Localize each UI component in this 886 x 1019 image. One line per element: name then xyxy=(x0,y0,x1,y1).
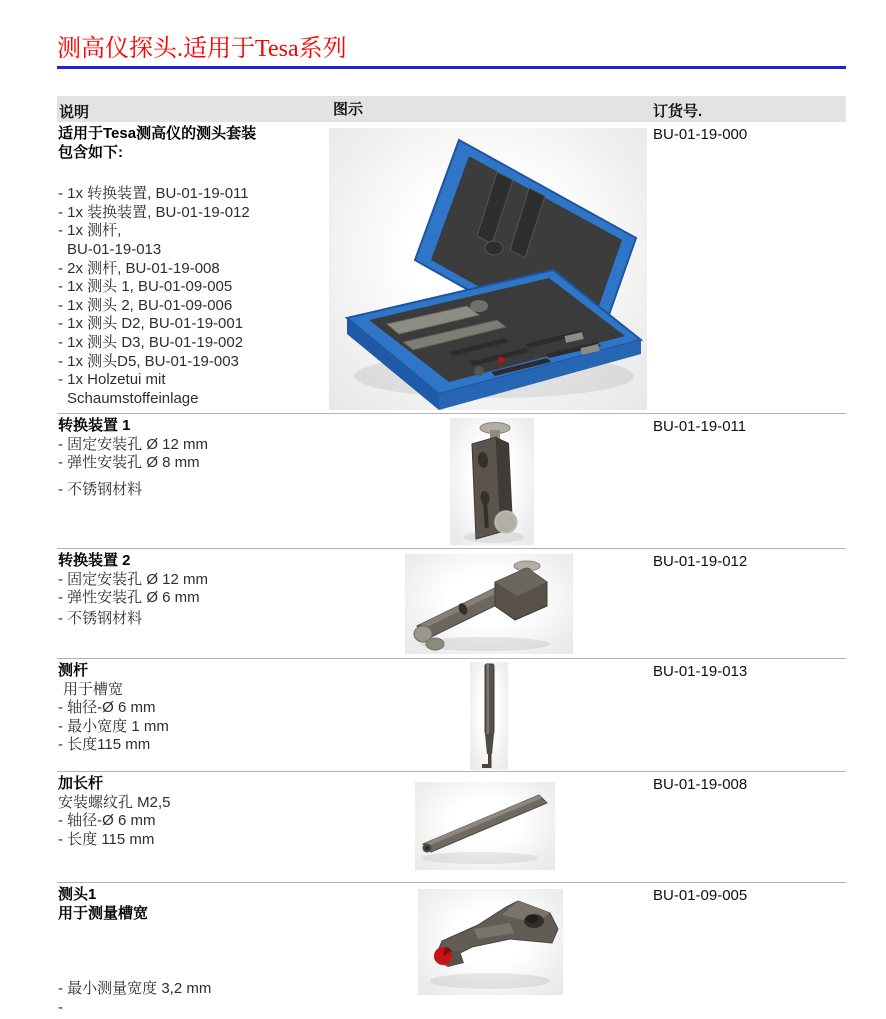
spec-line: - 1x 测头D5, BU-01-19-003 xyxy=(58,352,239,370)
order-number: BU-01-09-005 xyxy=(653,887,748,904)
order-number: BU-01-19-012 xyxy=(653,553,748,570)
table-row xyxy=(57,771,846,883)
product-name: 测杆 xyxy=(58,662,89,679)
spec-line: - 最小测量宽度 3,2 mm xyxy=(58,980,212,998)
spec-line: BU-01-19-013 xyxy=(67,240,162,258)
col-header-illustration: 图示 xyxy=(333,101,364,118)
table-row xyxy=(57,548,846,659)
col-header-order-no: 订货号. xyxy=(653,103,703,120)
product-name: 适用于Tesa测高仪的测头套装 xyxy=(58,125,257,142)
col-header-description: 说明 xyxy=(59,104,90,121)
spec-line: - 不锈钢材料 xyxy=(58,480,143,498)
order-number: BU-01-19-013 xyxy=(653,663,748,680)
spec-line: - 轴径-Ø 6 mm xyxy=(58,699,156,717)
spec-line: 用于槽宽 xyxy=(63,680,124,698)
spec-line: - 1x 装换装置, BU-01-19-012 xyxy=(58,203,250,221)
table-header xyxy=(57,96,846,122)
extension-rod-image xyxy=(415,782,555,870)
product-subtitle: 包含如下: xyxy=(58,143,123,161)
product-description xyxy=(58,552,333,628)
product-description xyxy=(58,125,333,408)
product-name: 测头1 xyxy=(58,886,97,903)
spec-line: - xyxy=(58,998,63,1016)
spec-line: - 1x 测杆, xyxy=(58,222,122,240)
product-name: 转换装置 2 xyxy=(58,552,131,569)
product-description xyxy=(58,886,333,1017)
spec-line: - 1x Holzetui mit xyxy=(58,371,166,389)
spec-line: - 不锈钢材料 xyxy=(58,609,143,627)
spec-line: - 长度115 mm xyxy=(58,736,151,754)
spec-line: - 弹性安装孔 Ø 8 mm xyxy=(58,454,200,472)
product-description xyxy=(58,417,333,499)
spec-line: - 固定安装孔 Ø 12 mm xyxy=(58,570,209,588)
order-number: BU-01-19-011 xyxy=(653,418,747,435)
title-rule xyxy=(57,66,846,69)
spec-line: - 最小宽度 1 mm xyxy=(58,717,169,735)
spec-line: - 1x 测头 D2, BU-01-19-001 xyxy=(58,315,244,333)
measuring-rod-image xyxy=(470,662,508,770)
spec-line: - 1x 转换装置, BU-01-19-011 xyxy=(58,185,249,203)
probe-1-image xyxy=(418,889,563,995)
product-name: 转换装置 1 xyxy=(58,417,131,434)
product-description xyxy=(58,662,333,755)
spec-line: - 固定安装孔 Ø 12 mm xyxy=(58,435,209,453)
table-row xyxy=(57,882,846,1019)
probe-set-case-image xyxy=(329,128,647,410)
spec-line: - 1x 测头 D3, BU-01-19-002 xyxy=(58,333,244,351)
product-name: 加长杆 xyxy=(58,775,104,792)
product-subtitle: 用于测量槽宽 xyxy=(58,904,149,922)
table-row xyxy=(57,122,846,413)
order-number: BU-01-19-008 xyxy=(653,776,748,793)
table-row xyxy=(57,658,846,772)
spec-line: - 2x 测杆, BU-01-19-008 xyxy=(58,259,220,277)
spec-line: - 长度 115 mm xyxy=(58,830,155,848)
product-description xyxy=(58,775,333,849)
adapter-1-image xyxy=(450,418,534,545)
spec-line: - 轴径-Ø 6 mm xyxy=(58,812,156,830)
spec-line: - 1x 测头 1, BU-01-09-005 xyxy=(58,278,233,296)
spec-line: - 1x 测头 2, BU-01-09-006 xyxy=(58,296,233,314)
spec-line: Schaumstoffeinlage xyxy=(67,389,199,407)
spec-line: 安装螺纹孔 M2,5 xyxy=(58,793,171,811)
spec-line: - 弹性安装孔 Ø 6 mm xyxy=(58,589,200,607)
page-title: 测高仪探头.适用于Tesa系列 xyxy=(57,36,347,62)
order-number: BU-01-19-000 xyxy=(653,126,748,143)
table-row xyxy=(57,413,846,549)
adapter-2-image xyxy=(405,554,573,654)
